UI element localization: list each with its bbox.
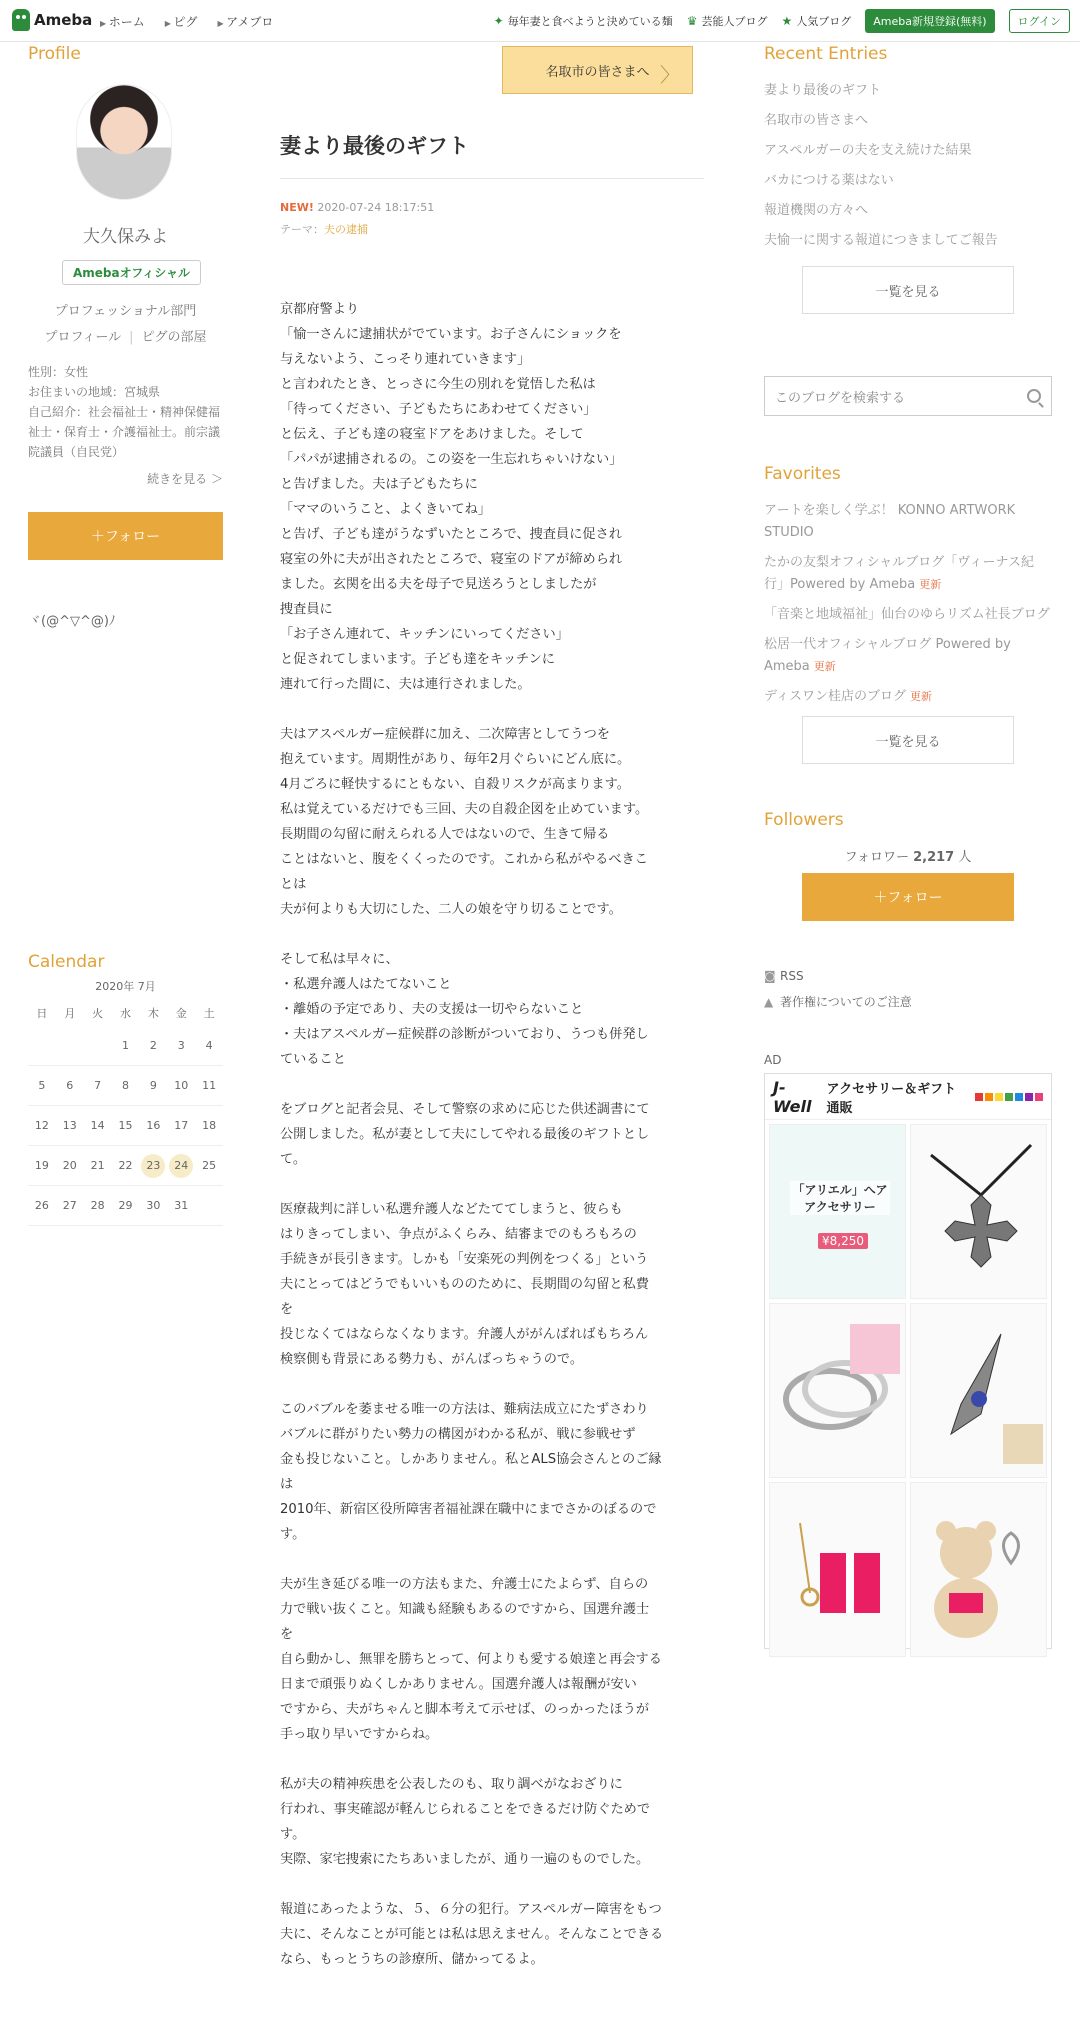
calendar-day: 3 [177,1039,185,1052]
trend-link[interactable]: ✦ 毎年妻と食べようと決めている麺 [493,14,673,28]
profile-links: プロフィール | ピグの部屋 [44,330,207,345]
nav-ameblo[interactable]: ▶ アメブロ [217,13,273,30]
article-paragraph: 私が夫の精神疾患を公表したのも、取り調べがなおざりに 行われ、事実確認が軽んじられることをできるだけ防ぐためで す。 実際、家宅捜索にたちあいましたが、通り一遍のものでした。 [280,1777,651,1867]
favorites-title: Favorites [764,464,841,484]
calendar-day: 28 [90,1199,105,1212]
notice-link-button[interactable]: 名取市の皆さまへ 〉 [502,46,693,94]
recent-entry-link[interactable]: 妻より最後のギフト [764,83,882,98]
ad-color-block [1025,1093,1033,1101]
sparkle-icon: ✦ [493,14,504,28]
ad-tile-gift-box[interactable] [769,1482,906,1657]
calendar-week-row [28,1066,223,1106]
ad-title: アクセサリー＆ギフト通販 [826,1081,957,1116]
favorite-link[interactable]: アートを楽しく学ぶ！ KONNO ARTWORK STUDIO [764,503,1016,540]
ad-tile-hair-accessory[interactable] [769,1124,906,1299]
article-paragraph: をブログと記者会見、そして警察の求めに応じた供述調書にて 公開しました。私が妻として夫にしてやれる最後のギフトとし て。 [280,1102,650,1167]
ad-tile-rings[interactable] [769,1303,906,1478]
cross-necklace-icon [911,1125,1047,1295]
star-icon: ★ [781,14,793,28]
calendar-day [28,1026,56,1065]
calendar-day: 18 [202,1119,217,1132]
chevron-right-icon: 〉 [660,63,680,87]
calendar-day: 22 [118,1159,133,1172]
crown-icon: ♛ [686,14,698,28]
calendar-day: 29 [118,1199,133,1212]
profile-region: お住まいの地域：宮城県 [28,385,161,399]
blog-search-input[interactable]: このブログを検索する [764,376,1052,416]
search-icon[interactable] [1027,389,1041,403]
calendar-day: 5 [38,1079,46,1092]
celebrity-blog-link[interactable]: ♛ 芸能人ブログ [686,14,768,28]
rings-icon [770,1304,906,1474]
ad-banner[interactable] [764,1073,1052,1649]
article-paragraph: 京都府警より 「愉一さんに逮捕状がでています。お子さんにショックを 与えないよう、こっそり連れていきます」 と言われたとき、とっさに今生の別れを覚悟した私は 「待ってください、子どもたちにあわせてください」 と伝え、子ども達の寝室ドアをあけました。そして 「パパが逮捕されるの。この姿を一生忘れちゃいけない」 と告げました。夫は子どもたちに 「ママのいうこと、よくきいてね」 と告げ、子ども達がうなずいたところで、捜査員に促され 寝室の外に夫が出されたところで、寝室のドアが締められ ました。玄関を出る夫を母子で見送ろうとしましたが 捜査員に 「お子さん連れて、キッチンにいってください」 と促されてしまいます。子ども達をキッチンに 連れて行った間に、夫は連行されました。 [280,302,623,692]
footer-links [764,963,1052,1015]
calendar-week-row [28,1026,223,1066]
ameba-logo[interactable]: Ameba [12,9,92,31]
article-paragraph: 夫が生き延びる唯一の方法もまた、弁護士にたよらず、自らの 力で戦い抜くこと。知識も経験もあるのですから、国選弁護士 を 自ら動かし、無罪を勝ちとって、何よりも愛する娘達と再会する 日まで頑張りぬくしかありません。国選弁護人は報酬が安い ですから、夫がちゃんと脚本考えて示せば、のっかったほうが 手っ取り早いですからね。 [280,1577,662,1742]
left-sidebar [28,44,223,944]
register-button[interactable]: Ameba新規登録(無料) [865,9,994,33]
calendar-day: 10 [174,1079,189,1092]
rss-icon: ◙ [764,969,776,983]
calendar-day: 17 [174,1119,189,1132]
calendar-weekday: 日 [36,1007,48,1020]
ad-color-blocks [975,1093,1043,1101]
calendar-day: 20 [62,1159,77,1172]
ad-color-block [1015,1093,1023,1101]
right-sidebar [764,44,1052,1649]
follower-count: フォロワー 2,217 人 [844,850,972,865]
calendar-weekday: 金 [175,1007,187,1020]
article-body [280,297,704,1972]
profile-title: Profile [28,44,81,64]
calendar-weekday: 火 [92,1007,104,1020]
ad-color-block [985,1093,993,1101]
calendar-week-row [28,1186,223,1226]
recent-entry-link[interactable]: バカにつける薬はない [764,173,894,188]
recent-entry-link[interactable]: 報道機関の方々へ [764,203,869,218]
gift-box-icon [770,1483,906,1653]
calendar-day [195,1186,223,1225]
updated-badge: 更新 [909,690,932,703]
calendar-day[interactable]: 23 [139,1146,167,1185]
article-theme-link[interactable]: 夫の逮捕 [324,223,368,236]
profile-name[interactable]: 大久保みよ [83,227,168,247]
article-paragraph: このバブルを萎ませる唯一の方法は、難病法成立にたずさわり バブルに群がりたい勢力の構図がわかる私が、戦に参戦せず 金も投じないこと。しかありません。私とALS協会さんとのご縁 は 2010年、新宿区役所障害者福祉課在職中にまでさかのぼるので す。 [280,1402,662,1542]
calendar-day: 6 [66,1079,74,1092]
ad-tile-teddy-bear[interactable] [910,1482,1047,1657]
calendar-day: 14 [90,1119,105,1132]
official-badge: Amebaオフィシャル [62,260,201,285]
ad-grid [765,1120,1051,1661]
recent-entry-link[interactable]: アスペルガーの夫を支え続けた結果 [764,143,972,158]
calendar-day: 27 [62,1199,77,1212]
rss-link[interactable]: ◙ RSS [764,963,1052,989]
favorite-link[interactable]: たかの友梨オフィシャルブログ「ヴィーナス紀行」Powered by Ameba 更新 [764,555,1035,592]
ad-color-block [995,1093,1003,1101]
new-badge: NEW! [280,201,314,214]
ameba-logo-icon [12,9,30,31]
pigg-room-link[interactable]: ピグの部屋 [141,330,207,345]
calendar-day: 26 [34,1199,49,1212]
calendar-day: 19 [34,1159,49,1172]
article-paragraph: そして私は早々に、 ・私選弁護人はたてないこと ・離婚の予定であり、夫の支援は一切やらないこと ・夫はアスペルガー症候群の診断がついており、うつも併発し ていること [280,952,649,1067]
profile-emoticon: ヾ(@^▽^@)ﾉ [28,614,116,629]
article [280,130,704,1997]
favorite-link[interactable]: 松居一代オフィシャルブログ Powered by Ameba 更新 [764,637,1011,674]
calendar-day: 21 [90,1159,105,1172]
ad-tile-sword-pendant[interactable] [910,1303,1047,1478]
copyright-link[interactable]: ▲ 著作権についてのご注意 [764,989,1052,1015]
calendar-weekday: 月 [64,1007,76,1020]
calendar-week-row [28,1106,223,1146]
calendar-day[interactable]: 24 [167,1146,195,1185]
profile-link[interactable]: プロフィール [44,330,122,345]
nav-pigg[interactable]: ▶ ピグ [165,13,198,30]
recent-list-button[interactable]: 一覧を見る [802,266,1014,314]
ad-tile-text: 「アリエル」へアアクセサリー [790,1181,890,1215]
nav-home[interactable]: ▶ ホーム [100,13,145,30]
login-button[interactable]: ログイン [1009,9,1070,33]
ad-label: AD [764,1053,782,1067]
ad-brand-logo: J-Well [773,1077,812,1116]
calendar-day: 9 [149,1079,157,1092]
calendar-title: Calendar [28,952,105,972]
recent-entry-link[interactable]: 名取市の皆さまへ [764,113,869,128]
favorites-list-button[interactable]: 一覧を見る [802,716,1014,764]
calendar-day: 31 [174,1199,189,1212]
top-right-links [494,9,1070,33]
calendar-month: 2020年 7月 [95,980,156,993]
teddy-bear-icon [911,1483,1047,1653]
updated-badge: 更新 [813,660,836,673]
calendar-day: 11 [202,1079,217,1092]
profile-category: プロフェッショナル部門 [54,304,197,319]
article-title[interactable]: 妻より最後のギフト [280,130,704,179]
profile-gender: 性別：女性 [28,365,89,379]
calendar-day [56,1026,84,1065]
ad-header [765,1074,1051,1120]
avatar[interactable] [76,84,172,200]
calendar [28,1000,223,1226]
updated-badge: 更新 [919,578,942,591]
follow-button[interactable]: ＋フォロー [28,512,223,560]
calendar-day: 13 [62,1119,77,1132]
calendar-weekday-row [28,1000,223,1026]
recent-entries-list [764,76,1052,256]
calendar-day: 16 [146,1119,161,1132]
profile-intro: 自己紹介：社会福祉士・精神保健福祉士・保育士・介護福祉士。前宗議院議員（自民党） [28,405,221,459]
calendar-day: 12 [34,1119,49,1132]
calendar-day: 1 [122,1039,129,1052]
calendar-day: 8 [122,1079,129,1092]
profile-info [28,362,223,462]
recent-entries-title: Recent Entries [764,44,888,64]
favorite-link[interactable]: 「音楽と地域福祉」仙台のゆらリズム社長ブログ [764,607,1050,622]
ad-color-block [1005,1093,1013,1101]
calendar-day: 25 [202,1159,217,1172]
followers-follow-button[interactable]: ＋フォロー [802,873,1014,921]
ad-tile-price: ¥8,250 [818,1233,868,1249]
article-paragraph: 夫はアスペルガー症候群に加え、二次障害としてうつを 抱えています。周期性があり、毎年2月ぐらいにどん底に。 4月ごろに軽快するにともない、自殺リスクが高まります。 私は覚えているだけでも三回、夫の自殺企図を止めています。 長期間の勾留に耐えられる人ではないので、生きて帰る ことはないと、腹をくくったのです。これから私がやるべきこ とは 夫が何よりも大切にした、二人の娘を守り切ることです。 [280,727,649,917]
calendar-day: 15 [118,1119,133,1132]
sword-pendant-icon [911,1304,1047,1474]
calendar-day: 2 [149,1039,157,1052]
profile-more-link[interactable]: 続きを見る ＞ [147,472,223,486]
calendar-day: 30 [146,1199,161,1212]
calendar-week-row [28,1146,223,1186]
article-datetime: 2020-07-24 18:17:51 [317,201,435,214]
warning-icon: ▲ [764,995,774,1009]
article-paragraph: 医療裁判に詳しい私選弁護人などたててしまうと、彼らも はりきってしまい、争点がふくらみ、結審までのもろもろの 手続きが長引きます。しかも「安楽死の判例をつくる」という 夫にとってはどうでもいいもののために、長期間の勾留と私費 を 投じなくてはならなくなります。弁護人ががんばればもちろん 検察側も背景にある勢力も、がんばっちゃうので。 [280,1202,649,1367]
ad-color-block [1035,1093,1043,1101]
calendar-day: 7 [94,1079,102,1092]
followers-title: Followers [764,810,844,830]
calendar-day [84,1026,112,1065]
popular-blog-link[interactable]: ★ 人気ブログ [781,14,852,28]
calendar-day: 4 [205,1039,213,1052]
favorite-link[interactable]: ディスワン桂店のブログ 更新 [764,689,932,704]
favorites-list [764,500,1052,708]
article-paragraph: 報道にあったような、５、６分の犯行。アスペルガー障害をもつ 夫に、そんなことが可能とは私は思えません。そんなことできる なら、もっとうちの診療所、儲かってるよ。 [280,1902,664,1967]
article-meta: NEW! 2020-07-24 18:17:51 テーマ：夫の逮捕 [280,201,435,236]
top-nav [100,13,273,30]
ad-color-block [975,1093,983,1101]
calendar-weekday: 土 [203,1007,215,1020]
calendar-weekday: 木 [147,1007,159,1020]
recent-entry-link[interactable]: 夫愉一に関する報道につきましてご報告 [764,233,998,248]
top-bar [0,0,1080,42]
ad-tile-cross-necklace[interactable] [910,1124,1047,1299]
calendar-weekday: 水 [120,1007,131,1020]
